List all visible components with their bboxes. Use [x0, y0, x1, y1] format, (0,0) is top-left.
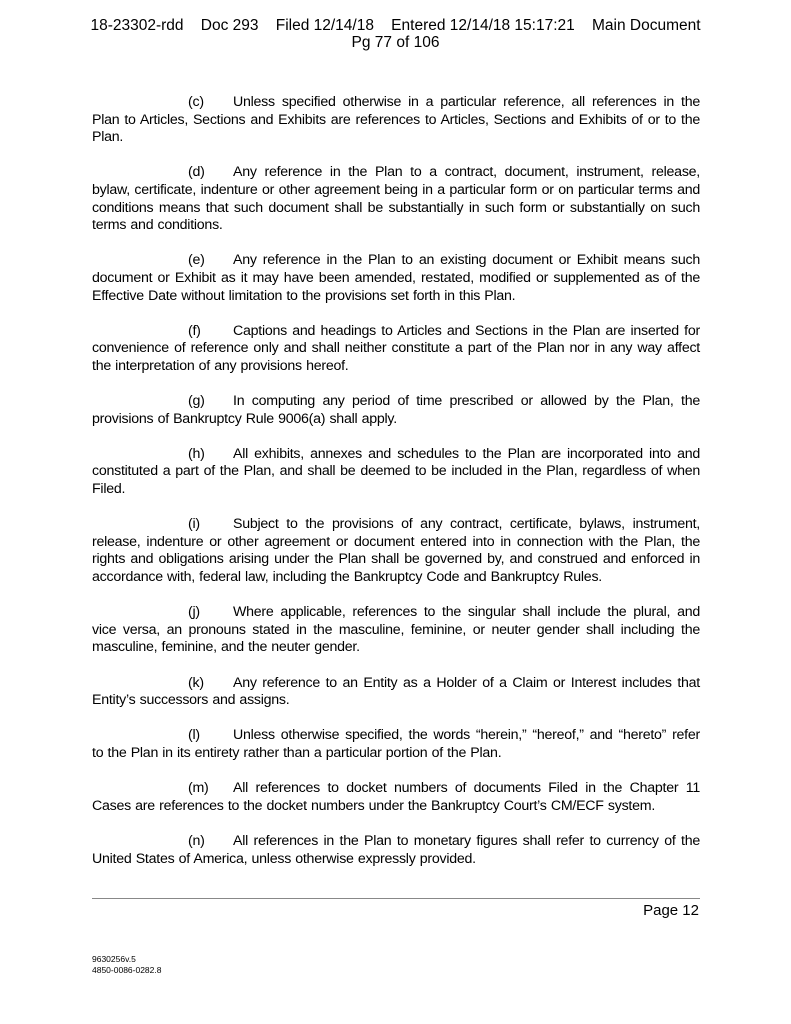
paragraph-text: All exhibits, annexes and schedules to the Plan are incorporated into and constituted a part of the Plan, and shall be deemed to be included in the Plan, regardless of when Filed.	[92, 445, 700, 498]
paragraph-marker: (h)	[188, 445, 205, 462]
paragraph-m	[92, 780, 700, 815]
paragraph-text: Unless specified otherwise in a particular reference, all references in the Plan to Articles, Sections and Exhibits are references to Articles, Sections and Exhibits of or to the Plan.	[92, 94, 700, 146]
paragraph-text: Subject to the provisions of any contract, certificate, bylaws, instrument, release, indenture or other agreement or document entered into in connection with the Plan, the rights and obligations arising under the Plan shall be governed by, and construed and enforced in accordance with, federal law, including the Bankruptcy Code and Bankruptcy Rules.	[92, 516, 700, 586]
paragraph-marker: (l)	[188, 727, 200, 744]
court-filing-header	[0, 17, 791, 51]
paragraph-i	[92, 516, 700, 586]
paragraph-h	[92, 446, 700, 499]
filing-info-line: 18-23302-rdd Doc 293 Filed 12/14/18 Entered 12/14/18 15:17:21 Main Document	[90, 17, 701, 34]
paragraph-n	[92, 833, 700, 868]
page-number: Page 12	[643, 902, 699, 919]
paragraph-text: Unless otherwise specified, the words “herein,” “hereof,” and “hereto” refer to the Plan in its entirety rather than a particular portion of the Plan.	[92, 727, 700, 761]
paragraph-marker: (c)	[188, 94, 204, 110]
doc-id-primary: 9630256v.5	[92, 954, 136, 964]
paragraph-marker: (n)	[188, 832, 205, 849]
paragraph-marker: (j)	[188, 604, 200, 621]
paragraph-f	[92, 323, 700, 376]
paragraph-j	[92, 604, 700, 657]
paragraph-marker: (f)	[188, 322, 201, 339]
paragraph-marker: (i)	[188, 516, 200, 533]
page-of-total: Pg 77 of 106	[351, 34, 440, 51]
paragraph-marker: (g)	[188, 393, 205, 410]
paragraph-d	[92, 164, 700, 234]
paragraph-text: Where applicable, references to the singular shall include the plural, and vice versa, an pronouns stated in the masculine, feminine, or neuter gender shall including the masculine, feminine, and the neuter gender.	[92, 604, 700, 656]
paragraph-text: All references in the Plan to monetary figures shall refer to currency of the United States of America, unless otherwise expressly provided.	[92, 832, 700, 867]
document-identifiers	[92, 954, 161, 975]
paragraph-marker: (k)	[188, 674, 204, 691]
paragraph-text: All references to docket numbers of documents Filed in the Chapter 11 Cases are references to the docket numbers under the Bankruptcy Court’s CM/ECF system.	[92, 780, 700, 814]
paragraph-marker: (e)	[188, 252, 205, 269]
paragraph-e	[92, 252, 700, 305]
paragraph-marker: (d)	[188, 164, 205, 181]
paragraph-text: Captions and headings to Articles and Sections in the Plan are inserted for convenience of reference only and shall neither constitute a part of the Plan nor in any way affect the interpretation of any provisions hereof.	[92, 322, 700, 374]
paragraph-text: Any reference in the Plan to a contract, document, instrument, release, bylaw, certificate, indenture or other agreement being in a particular form or on particular terms and conditions means that such document shall be substantially in such form or substantially on such terms and conditions.	[92, 164, 700, 234]
paragraph-text: Any reference in the Plan to an existing document or Exhibit means such document or Exhibit as it may have been amended, restated, modified or supplemented as of the Effective Date without limitation to the provisions set forth in this Plan.	[92, 252, 700, 304]
doc-id-secondary: 4850-0086-0282.8	[92, 964, 162, 975]
footer-divider	[92, 898, 700, 899]
paragraph-marker: (m)	[188, 780, 209, 797]
paragraph-text: Any reference to an Entity as a Holder of a Claim or Interest includes that Entity’s successors and assigns.	[92, 674, 700, 709]
paragraph-g	[92, 393, 700, 428]
paragraph-k	[92, 675, 700, 710]
paragraph-text: In computing any period of time prescribed or allowed by the Plan, the provisions of Bankruptcy Rule 9006(a) shall apply.	[92, 393, 700, 427]
document-body	[92, 94, 700, 886]
paragraph-l	[92, 727, 700, 762]
paragraph-c	[92, 94, 700, 147]
